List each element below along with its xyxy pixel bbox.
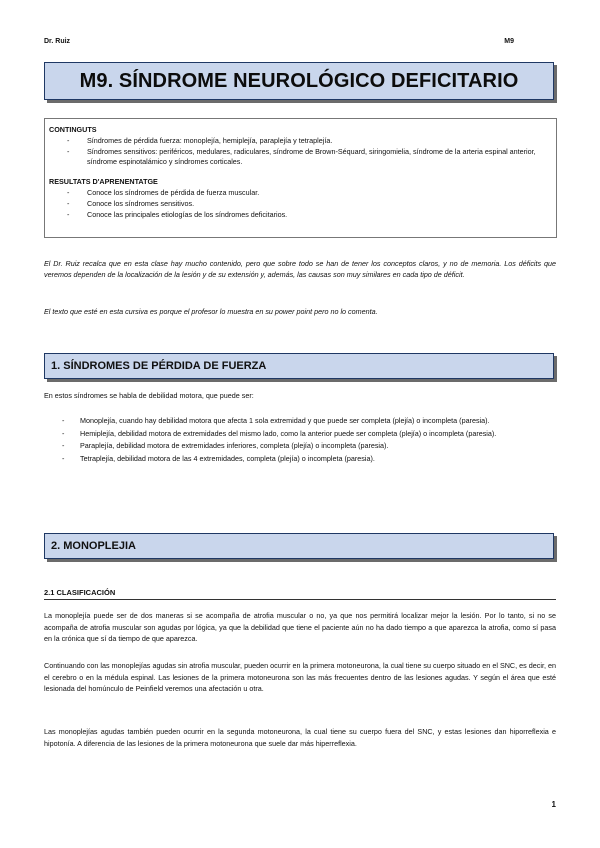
page-number: 1 bbox=[551, 800, 556, 809]
list-item: - Monoplejía, cuando hay debilidad motora que afecta 1 sola extremidad y que puede ser completa (plejía) o incompleta (paresia). bbox=[44, 415, 556, 427]
contents-label: CONTINGUTS bbox=[49, 125, 97, 134]
contents-item: - Síndromes de pérdida fuerza: monoplejía, hemiplejía, paraplejía y tetraplejía. bbox=[49, 136, 552, 147]
section-heading: 1. SÍNDROMES DE PÉRDIDA DE FUERZA bbox=[51, 360, 267, 372]
section-heading: 2. MONOPLEJIA bbox=[51, 540, 136, 552]
section-heading-box bbox=[44, 353, 554, 379]
weakness-list bbox=[44, 415, 556, 465]
contents-list bbox=[49, 136, 552, 168]
intro-paragraph: El Dr. Ruiz recalca que en esta clase hay mucho contenido, pero que sobre todo se han de tener los conceptos claros, y no de memoria. Los déficits que veremos dependen de la localización de la lesión y de su extensión y, además, las causas son muy similares en cada tipo de déficit. bbox=[44, 259, 556, 279]
results-item: - Conoce los síndromes de pérdida de fuerza muscular. bbox=[49, 188, 552, 199]
results-list bbox=[49, 188, 552, 220]
body-paragraph: La monoplejía puede ser de dos maneras si se acompaña de atrofia muscular o no, ya que nos permitirá localizar mejor la lesión. Por lo tanto, si no se acompaña de atrofia muscular son agudas por lógica, ya que la debilidad que tiene el paciente aún no ha dado tiempo a que aparezca la atrofia, como sí pasa en la crónica que sí da tiempo de que aparezca. bbox=[44, 611, 556, 643]
list-item: - Hemiplejía, debilidad motora de extremidades del mismo lado, como la anterior puede ser completa (plejía) o incompleta (paresia). bbox=[44, 428, 556, 440]
results-item: - Conoce las principales etiologías de los síndromes deficitarios. bbox=[49, 210, 552, 221]
header-code: M9 bbox=[504, 38, 514, 45]
document-title: M9. SÍNDROME NEUROLÓGICO DEFICITARIO bbox=[79, 69, 519, 92]
header-author: Dr. Ruiz bbox=[44, 38, 71, 45]
contents-box bbox=[44, 118, 557, 238]
list-item: - Tetraplejía, debilidad motora de las 4 extremidades, completa (plejía) o incompleta (paresia). bbox=[44, 453, 556, 465]
results-label: RESULTATS D'APRENENTATGE bbox=[49, 177, 158, 187]
contents-item: - Síndromes sensitivos: periféricos, medulares, radiculares, síndrome de Brown-Séquard, siringomielia, síndrome de la arteria espinal anterior, síndrome espinotalámico y síndromes corticales. bbox=[49, 147, 552, 169]
list-item: - Paraplejía, debilidad motora de extremidades inferiores, completa (plejía) o incompleta (paresia). bbox=[44, 440, 556, 452]
section-heading-box bbox=[44, 533, 554, 559]
results-item: - Conoce los síndromes sensitivos. bbox=[49, 199, 552, 210]
document-title-box bbox=[44, 62, 554, 100]
intro-note: El texto que esté en esta cursiva es porque el profesor lo muestra en su power point pero no lo comenta. bbox=[44, 307, 378, 316]
body-paragraph: Continuando con las monoplejías agudas sin atrofia muscular, pueden ocurrir en la primera motoneurona, la cual tiene su cuerpo situado en el SNC, es decir, en el cerebro o en la médula espinal. Las lesiones de la primera motoneurona son las más frecuentes dentro de las lesiones agudas. Y según el área que esté lesionada del homúnculo de Peinfield veremos una afectación u otra. bbox=[44, 661, 556, 693]
body-paragraph: Las monoplejías agudas también pueden ocurrir en la segunda motoneurona, la cual tiene su cuerpo fuera del SNC, y estas lesiones dan hiporreflexia e hipotonía. A diferencia de las lesiones de la primera motoneurona que suele dar más hiperreflexia. bbox=[44, 727, 556, 748]
subsection-heading: 2.1 CLASIFICACIÓN bbox=[44, 588, 556, 600]
section-lead: En estos síndromes se habla de debilidad motora, que puede ser: bbox=[44, 391, 254, 400]
